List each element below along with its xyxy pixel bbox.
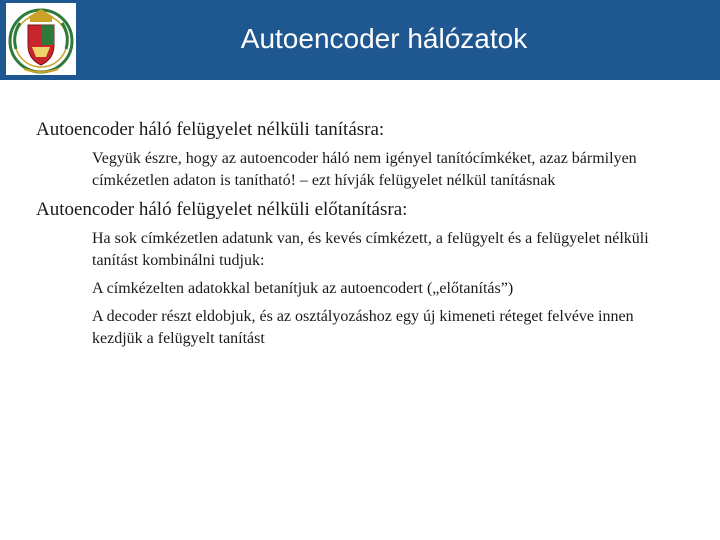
bullet-level-1 (18, 198, 698, 222)
bullet-level-2 (76, 228, 682, 272)
bullet-level-2 (76, 148, 682, 192)
bullet-text: Autoencoder háló felügyelet nélküli tanításra: (36, 119, 385, 140)
slide-header (0, 0, 720, 80)
bullet-text: Vegyük észre, hogy az autoencoder háló nem igényel tanítócímkéket, azaz bármilyen címkézetlen adaton is tanítható! – ezt hívják felügyelet nélkül tanításnak (92, 150, 637, 189)
bullet-text: Autoencoder háló felügyelet nélküli előtanításra: (36, 199, 408, 220)
slide-content (18, 118, 698, 356)
bullet-level-2 (76, 306, 682, 350)
bullet-text: A címkézelten adatokkal betanítjuk az autoencodert („előtanítás”) (92, 280, 514, 297)
bullet-text: Ha sok címkézetlen adatunk van, és kevés címkézett, a felügyelt és a felügyelet nélküli tanítást kombinálni tudjuk: (92, 230, 649, 269)
bullet-text: A decoder részt eldobjuk, és az osztályozáshoz egy új kimeneti réteget felvéve innen kezdjük a felügyelt tanítást (92, 308, 634, 347)
bullet-level-2 (76, 278, 682, 300)
slide-title: Autoencoder hálózatok (240, 23, 528, 54)
bullet-level-1 (18, 118, 698, 142)
